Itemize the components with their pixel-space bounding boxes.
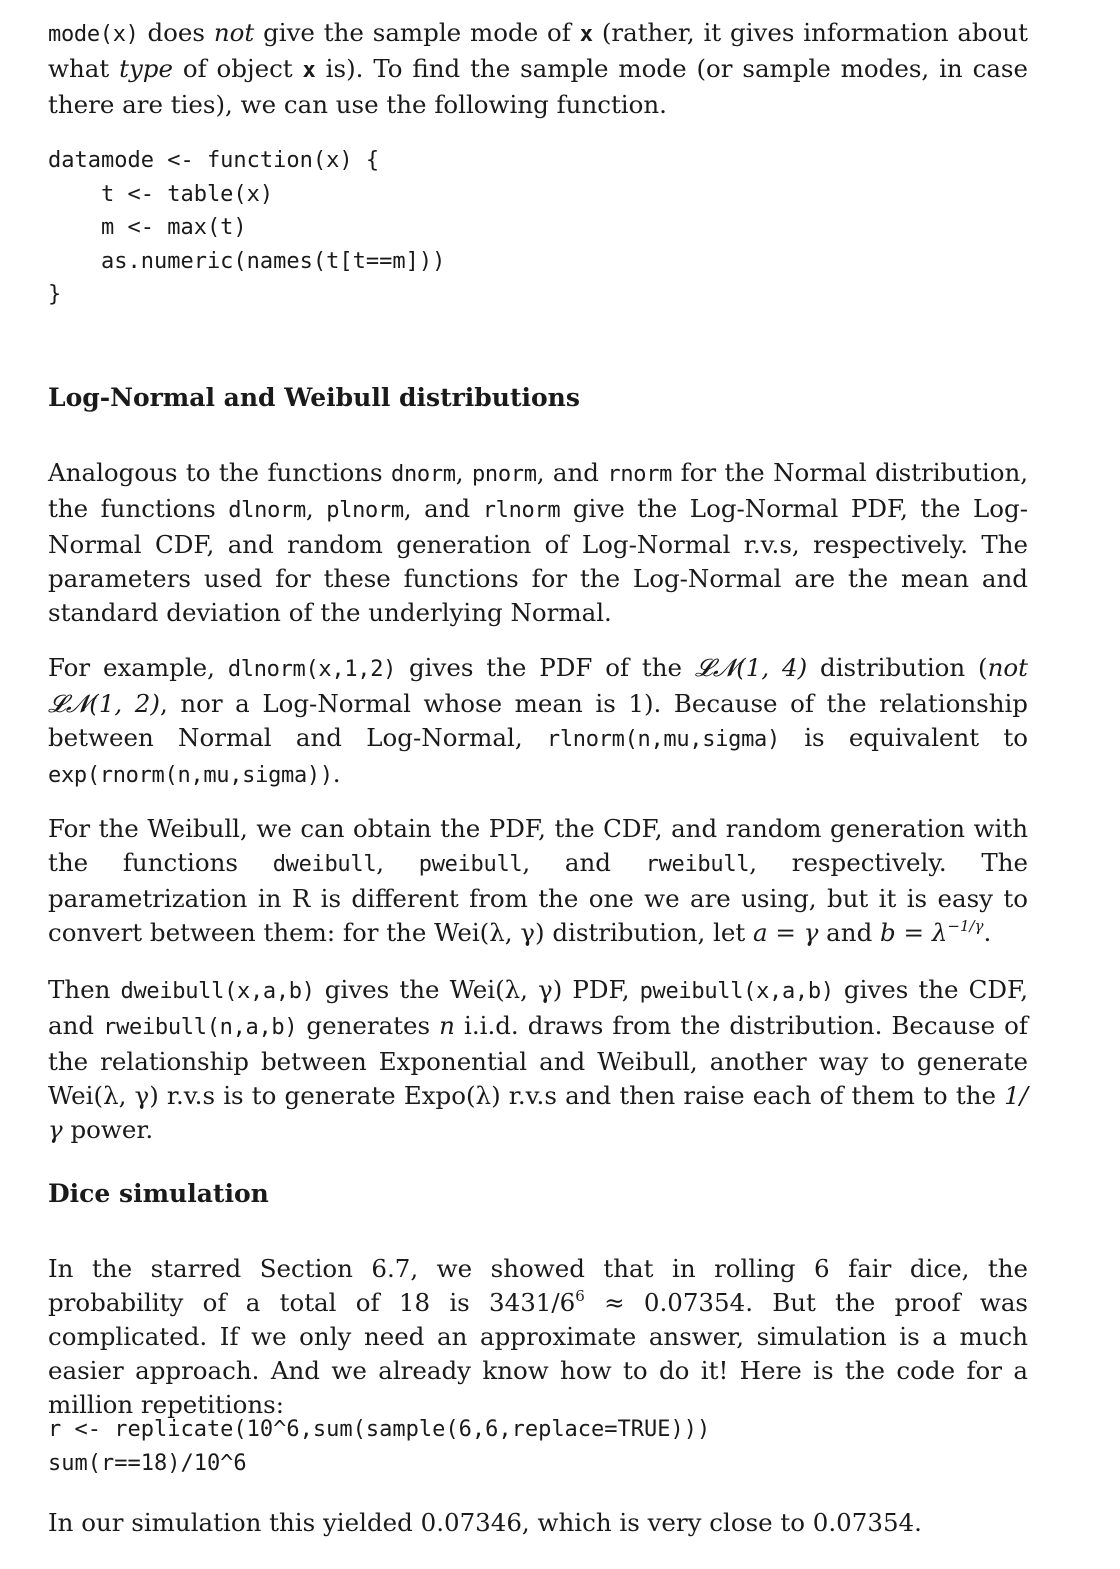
text: generates — [297, 1011, 440, 1040]
math-distribution: 𝓛𝓝(1, 2) — [48, 689, 160, 718]
paragraph-lognormal-functions — [48, 456, 1028, 630]
code-inline: mode(x) — [48, 22, 139, 47]
text: distribution ( — [807, 653, 988, 682]
code-line: r <- replicate(10^6,sum(sample(6,6,replace=TRUE))) — [48, 1417, 711, 1442]
math-distribution: 𝓛𝓝(1, 4) — [694, 653, 808, 682]
text: give the Log-Normal PDF, the Log-Normal CDF, and random generation of Log-Normal r.v.s, respectively. The parameters used for these functions for the Log-Normal are the mean and standard deviation of the underlying Normal. — [48, 494, 1029, 627]
text: r.v.s and then raise each of them to the — [500, 1081, 1005, 1110]
math-exponent: −1/γ — [947, 917, 984, 935]
text: gives the — [314, 975, 450, 1004]
text: , — [376, 848, 419, 877]
text: , respectively. The parametrization in R is different from the one we are using, but it is easy to convert between them: for the — [48, 848, 1028, 947]
code-inline: dlnorm — [228, 498, 306, 523]
math-distribution: Wei(λ, γ) — [434, 918, 545, 947]
text: For the Weibull, we can obtain the PDF, the CDF, and random generation with the functions — [48, 814, 1028, 877]
text: , — [305, 494, 327, 523]
code-line: datamode <- function(x) { — [48, 148, 380, 173]
text: ≈ 0.07354. But the proof was complicated. If we only need an approximate answer, simulation is a much easier approach. And we already know how to do it! Here is the code for a million repetitions: — [48, 1288, 1028, 1419]
text-emphasis: not — [213, 18, 255, 47]
code-inline: rweibull(n,a,b) — [103, 1015, 298, 1040]
code-inline: dnorm — [391, 462, 456, 487]
code-inline: dlnorm(x,1,2) — [227, 657, 397, 682]
code-block-dice — [48, 1413, 1028, 1480]
text: of object — [172, 54, 303, 83]
paragraph-dice-intro — [48, 1252, 1028, 1422]
text: , and — [403, 494, 483, 523]
text-emphasis: type — [119, 54, 173, 83]
paragraph-mode — [48, 16, 1028, 122]
math-distribution: Wei(λ, γ) — [48, 1081, 159, 1110]
text: , — [455, 458, 472, 487]
text: gives the CDF, and — [48, 975, 1029, 1040]
math-equation: a = γ — [753, 918, 819, 947]
code-inline: pweibull — [418, 852, 523, 877]
text: does — [138, 18, 214, 47]
code-line: m <- max(t) — [48, 215, 247, 240]
text: , nor a Log-Normal whose mean is 1). Because of the relationship between Normal and Log-Normal, — [48, 689, 1028, 752]
code-line: t <- table(x) — [48, 181, 274, 207]
code-inline: rweibull — [645, 852, 750, 877]
paragraph-weibull-parametrization — [48, 973, 1028, 1147]
code-line: sum(r==18)/10^6 — [48, 1450, 247, 1476]
math-fraction: 1/γ — [48, 1081, 1028, 1144]
code-inline-bold: x — [579, 22, 593, 47]
code-inline: rnorm — [607, 462, 673, 487]
code-inline: rlnorm(n,mu,sigma) — [546, 727, 780, 752]
math-distribution: Wei(λ, γ) — [449, 975, 563, 1004]
code-inline: pnorm — [471, 462, 537, 487]
text: . — [332, 759, 341, 788]
section-heading-lognormal-weibull: Log-Normal and Weibull distributions — [48, 383, 580, 412]
text: and — [818, 918, 881, 947]
code-inline: plnorm — [326, 498, 404, 523]
code-block-datamode — [48, 144, 1028, 312]
text: , and — [536, 458, 608, 487]
code-inline: dweibull — [272, 852, 377, 877]
text: for the Normal distribution, the functions — [48, 458, 1029, 523]
code-inline: exp(rnorm(n,mu,sigma)) — [48, 763, 333, 788]
text-emphasis: not — [987, 653, 1028, 682]
text: i.i.d. draws from the distribution. Because of the relationship between Exponential and Weibull, another way to generate — [48, 1011, 1028, 1076]
text: Analogous to the functions — [48, 458, 391, 487]
text: power. — [62, 1115, 154, 1144]
text: , and — [522, 848, 646, 877]
text: is). To find the sample mode (or sample modes, in case there are ties), we can use the following function. — [48, 54, 1028, 119]
text: is equivalent to — [779, 723, 1028, 752]
paragraph-dlnorm-example — [48, 651, 1028, 793]
code-line: } — [48, 282, 62, 307]
text: Then — [48, 975, 121, 1004]
paragraph-dice-result: In our simulation this yielded 0.07346, which is very close to 0.07354. — [48, 1508, 922, 1537]
code-inline: dweibull(x,a,b) — [120, 979, 315, 1004]
text: . — [983, 918, 992, 947]
text: (rather, it gives information about what — [48, 18, 1028, 83]
math-equation: b = λ — [880, 918, 948, 947]
section-heading-dice-simulation: Dice simulation — [48, 1179, 269, 1208]
code-inline-bold: x — [302, 58, 316, 83]
text: gives the PDF of the — [396, 653, 695, 682]
text: In the starred Section 6.7, we showed that in rolling 6 fair dice, the probability of a total of 18 is 3431/6 — [48, 1254, 1028, 1317]
text: For example, — [48, 653, 228, 682]
text: give the sample mode of — [254, 18, 580, 47]
math-variable: n — [439, 1011, 455, 1040]
math-distribution: Expo(λ) — [403, 1081, 501, 1110]
code-line: as.numeric(names(t[t==m])) — [48, 248, 446, 274]
paragraph-weibull-functions — [48, 812, 1028, 950]
math-exponent: 6 — [575, 1287, 585, 1305]
text: PDF, — [562, 975, 640, 1004]
text: r.v.s is to generate — [158, 1081, 404, 1110]
code-inline: rlnorm — [482, 498, 561, 523]
text: distribution, let — [544, 918, 754, 947]
code-inline: pweibull(x,a,b) — [639, 979, 834, 1004]
